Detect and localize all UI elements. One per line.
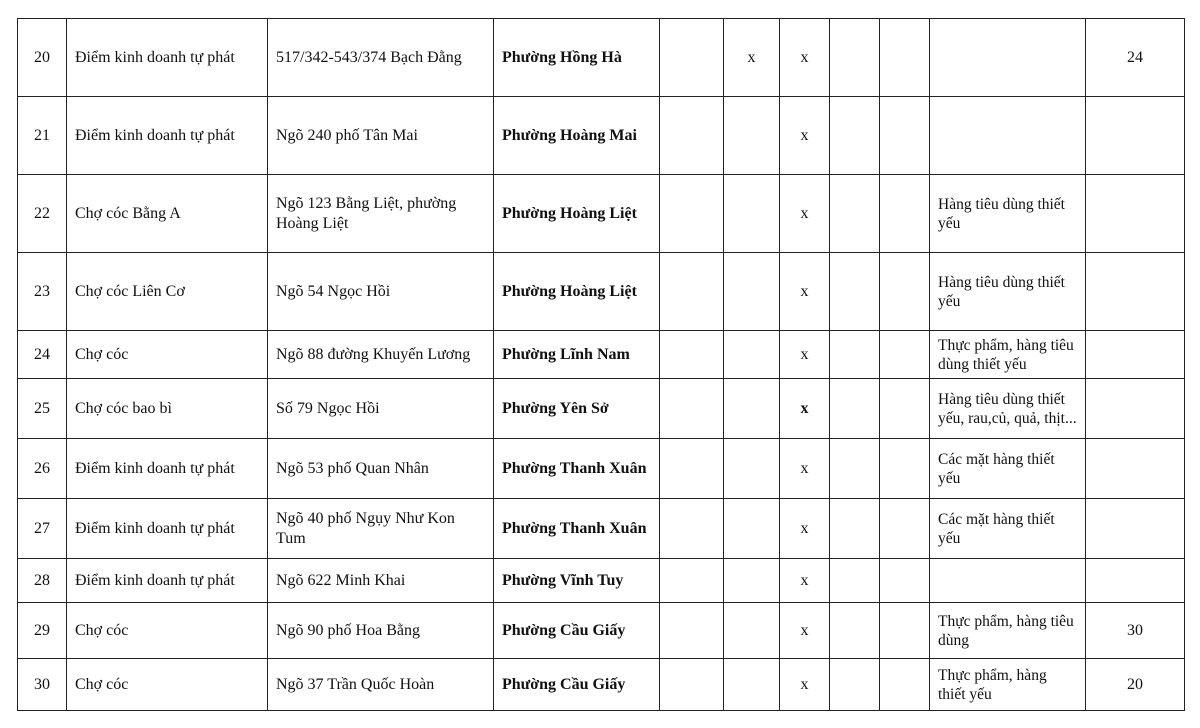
mark-cell: x [780,331,830,379]
mark-cell [660,559,724,603]
mark-cell: x [780,499,830,559]
mark-cell [660,19,724,97]
table-row [18,379,1185,439]
table-row [18,439,1185,499]
mark-cell [724,559,780,603]
mark-cell [830,97,880,175]
mark-cell [660,97,724,175]
mark-cell: x [780,379,830,439]
count-cell [1086,559,1185,603]
mark-cell [880,331,930,379]
address-cell: Ngõ 622 Minh Khai [268,559,494,603]
location-name: Chợ cóc [67,603,268,659]
count-cell [1086,331,1185,379]
table-row [18,97,1185,175]
table-body [18,19,1185,711]
mark-cell [660,603,724,659]
mark-cell: x [780,253,830,331]
row-number: 28 [18,559,67,603]
ward-cell: Phường Thanh Xuân [494,439,660,499]
address-cell: Ngõ 123 Bằng Liệt, phường Hoàng Liệt [268,175,494,253]
mark-cell [830,603,880,659]
mark-cell [660,331,724,379]
mark-cell: x [780,439,830,499]
ward-cell: Phường Hoàng Liệt [494,175,660,253]
mark-cell [830,659,880,711]
mark-cell [880,603,930,659]
row-number: 30 [18,659,67,711]
mark-cell [660,253,724,331]
count-cell: 20 [1086,659,1185,711]
goods-cell: Thực phẩm, hàng tiêu dùng [930,603,1086,659]
mark-cell: x [780,19,830,97]
mark-cell [880,659,930,711]
mark-cell [880,559,930,603]
row-number: 21 [18,97,67,175]
goods-cell: Thực phẩm, hàng tiêu dùng thiết yếu [930,331,1086,379]
ward-cell: Phường Vĩnh Tuy [494,559,660,603]
goods-cell: Hàng tiêu dùng thiết yếu [930,253,1086,331]
table-row [18,559,1185,603]
address-cell: Ngõ 53 phố Quan Nhân [268,439,494,499]
location-name: Chợ cóc [67,331,268,379]
mark-cell [880,253,930,331]
table-row [18,19,1185,97]
row-number: 29 [18,603,67,659]
mark-cell [724,379,780,439]
mark-cell [830,379,880,439]
table-row [18,499,1185,559]
location-name: Chợ cóc Bằng A [67,175,268,253]
location-name: Chợ cóc bao bì [67,379,268,439]
mark-cell [660,659,724,711]
goods-cell: Các mặt hàng thiết yếu [930,439,1086,499]
mark-cell [724,439,780,499]
location-name: Chợ cóc [67,659,268,711]
goods-cell: Hàng tiêu dùng thiết yếu [930,175,1086,253]
address-cell: Ngõ 40 phố Ngụy Như Kon Tum [268,499,494,559]
mark-cell [880,439,930,499]
mark-cell [830,331,880,379]
mark-cell: x [780,559,830,603]
table-row [18,603,1185,659]
mark-cell [830,19,880,97]
mark-cell: x [780,175,830,253]
goods-cell [930,97,1086,175]
ward-cell: Phường Lĩnh Nam [494,331,660,379]
ward-cell: Phường Yên Sở [494,379,660,439]
mark-cell [724,499,780,559]
mark-cell: x [724,19,780,97]
mark-cell [830,253,880,331]
mark-cell [880,499,930,559]
address-cell: 517/342-543/374 Bạch Đằng [268,19,494,97]
mark-cell [830,559,880,603]
mark-cell [724,97,780,175]
address-cell: Ngõ 54 Ngọc Hồi [268,253,494,331]
count-cell [1086,379,1185,439]
mark-cell [724,253,780,331]
table-row [18,253,1185,331]
count-cell: 24 [1086,19,1185,97]
mark-cell [660,439,724,499]
row-number: 27 [18,499,67,559]
ward-cell: Phường Hoàng Liệt [494,253,660,331]
row-number: 23 [18,253,67,331]
location-name: Điểm kinh doanh tự phát [67,97,268,175]
goods-cell [930,559,1086,603]
address-cell: Ngõ 88 đường Khuyến Lương [268,331,494,379]
count-cell [1086,253,1185,331]
address-cell: Số 79 Ngọc Hồi [268,379,494,439]
address-cell: Ngõ 240 phố Tân Mai [268,97,494,175]
mark-cell: x [780,603,830,659]
mark-cell [830,175,880,253]
mark-cell [660,499,724,559]
address-cell: Ngõ 37 Trần Quốc Hoàn [268,659,494,711]
count-cell [1086,97,1185,175]
ward-cell: Phường Thanh Xuân [494,499,660,559]
mark-cell: x [780,97,830,175]
mark-cell [830,499,880,559]
mark-cell [880,379,930,439]
row-number: 25 [18,379,67,439]
count-cell [1086,439,1185,499]
table-row [18,331,1185,379]
row-number: 22 [18,175,67,253]
location-name: Chợ cóc Liên Cơ [67,253,268,331]
address-cell: Ngõ 90 phố Hoa Bằng [268,603,494,659]
goods-cell: Các mặt hàng thiết yếu [930,499,1086,559]
market-table [17,18,1185,711]
mark-cell [830,439,880,499]
table-row [18,175,1185,253]
mark-cell [880,175,930,253]
mark-cell [660,379,724,439]
count-cell [1086,499,1185,559]
row-number: 20 [18,19,67,97]
row-number: 24 [18,331,67,379]
mark-cell [880,97,930,175]
ward-cell: Phường Hồng Hà [494,19,660,97]
location-name: Điểm kinh doanh tự phát [67,559,268,603]
goods-cell: Thực phẩm, hàng thiết yếu [930,659,1086,711]
location-name: Điểm kinh doanh tự phát [67,19,268,97]
mark-cell [880,19,930,97]
ward-cell: Phường Cầu Giấy [494,659,660,711]
count-cell: 30 [1086,603,1185,659]
ward-cell: Phường Hoàng Mai [494,97,660,175]
goods-cell [930,19,1086,97]
mark-cell [724,659,780,711]
table-row [18,659,1185,711]
mark-cell [724,603,780,659]
location-name: Điểm kinh doanh tự phát [67,439,268,499]
mark-cell [724,331,780,379]
row-number: 26 [18,439,67,499]
mark-cell: x [780,659,830,711]
count-cell [1086,175,1185,253]
goods-cell: Hàng tiêu dùng thiết yếu, rau,củ, quả, thịt... [930,379,1086,439]
ward-cell: Phường Cầu Giấy [494,603,660,659]
mark-cell [724,175,780,253]
mark-cell [660,175,724,253]
location-name: Điểm kinh doanh tự phát [67,499,268,559]
